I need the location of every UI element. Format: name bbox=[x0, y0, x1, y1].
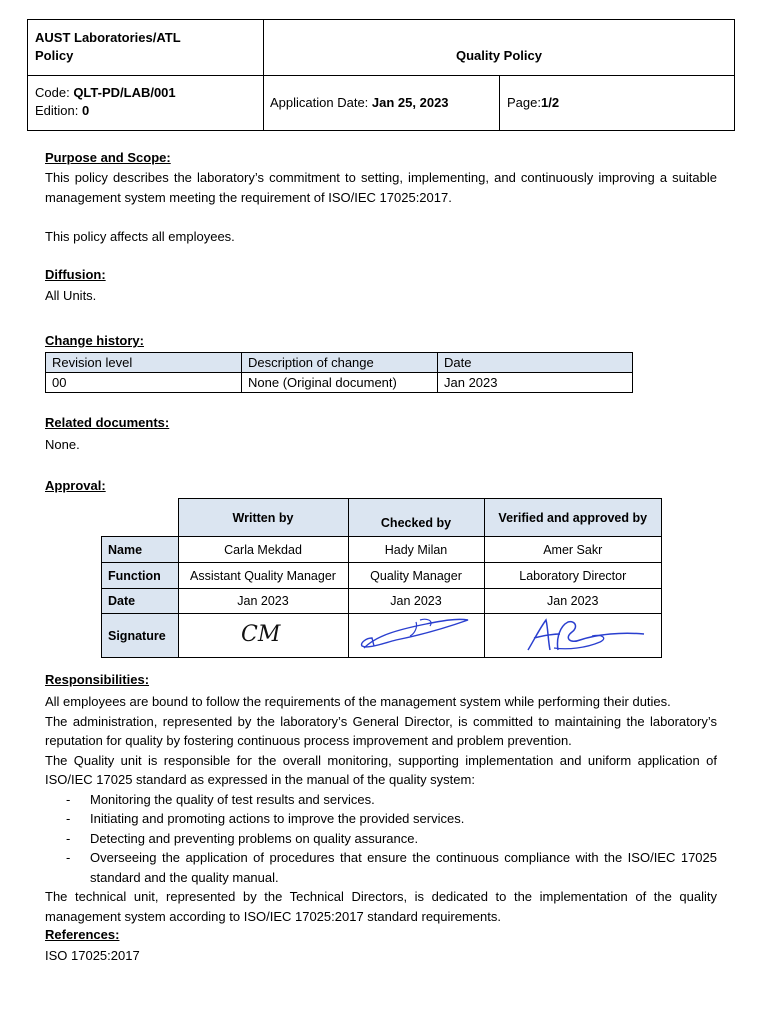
table-row bbox=[102, 537, 662, 563]
row-header: Date bbox=[102, 589, 179, 614]
section-title-related-documents: Related documents: bbox=[45, 415, 170, 430]
list-item bbox=[45, 829, 717, 849]
section-title-diffusion: Diffusion: bbox=[45, 267, 106, 282]
bullet-dash: - bbox=[66, 830, 71, 846]
column-header: Revision level bbox=[46, 353, 242, 373]
application-date-value: Jan 25, 2023 bbox=[371, 95, 449, 110]
responsibilities-paragraph: The technical unit, represented by the Technical Directors, is dedicated to the implementation of the quality management system according to ISO/IEC 17025:2017 standard requirements. bbox=[45, 889, 717, 924]
code-label: Code: bbox=[35, 85, 74, 100]
table-cell: Assistant Quality Manager bbox=[178, 563, 348, 589]
list-item-text: Overseeing the application of procedures that ensure the continuous compliance with the ISO/IEC 17025 standard and the quality manual. bbox=[90, 850, 717, 885]
section-title-change-history: Change history: bbox=[45, 333, 144, 348]
signature-cell bbox=[484, 614, 662, 658]
document-title: Quality Policy bbox=[456, 48, 542, 63]
approval-table bbox=[101, 498, 662, 658]
table-cell: Carla Mekdad bbox=[178, 537, 348, 563]
list-item bbox=[45, 848, 717, 887]
row-header: Name bbox=[102, 537, 179, 563]
organization-name bbox=[35, 29, 181, 65]
signature-cell bbox=[348, 614, 484, 658]
application-date bbox=[270, 94, 449, 112]
table-cell: Jan 2023 bbox=[484, 589, 662, 614]
table-cell: Laboratory Director bbox=[484, 563, 662, 589]
signature-image bbox=[498, 614, 648, 654]
table-cell: Jan 2023 bbox=[178, 589, 348, 614]
column-header: Checked by bbox=[348, 499, 484, 537]
table-cell: None (Original document) bbox=[242, 373, 438, 393]
responsibilities-paragraph: All employees are bound to follow the requirements of the management system while performing their duties. bbox=[45, 694, 671, 709]
bullet-dash: - bbox=[66, 811, 71, 826]
table-cell: Hady Milan bbox=[348, 537, 484, 563]
signature-image bbox=[233, 619, 293, 649]
table-header-row bbox=[102, 499, 662, 537]
empty-corner-cell bbox=[102, 499, 179, 537]
table-row bbox=[102, 614, 662, 658]
table-header-row bbox=[46, 353, 633, 373]
edition-label: Edition: bbox=[35, 103, 82, 118]
diffusion-text: All Units. bbox=[45, 288, 97, 303]
code-value: QLT-PD/LAB/001 bbox=[73, 85, 176, 100]
responsibilities-paragraph: The administration, represented by the laboratory’s General Director, is committed to maintaining the laboratory’s reputation for quality by fostering continuous process improvement and problem prevention. bbox=[45, 713, 717, 748]
responsibilities-body bbox=[45, 692, 717, 966]
list-item bbox=[45, 809, 717, 829]
references-text: ISO 17025:2017 bbox=[45, 948, 140, 963]
organization-line: Policy bbox=[35, 48, 74, 63]
header-divider bbox=[28, 75, 734, 76]
bullet-dash: - bbox=[66, 791, 71, 807]
change-history-table bbox=[45, 352, 633, 393]
organization-line: AUST Laboratories/ATL bbox=[35, 30, 181, 45]
row-header: Signature bbox=[102, 614, 179, 658]
list-item-text: Initiating and promoting actions to improve the provided services. bbox=[90, 811, 465, 826]
bullet-dash: - bbox=[66, 850, 71, 865]
responsibilities-list bbox=[45, 790, 717, 888]
column-header: Description of change bbox=[242, 353, 438, 373]
related-documents-text: None. bbox=[45, 437, 80, 452]
table-cell: Jan 2023 bbox=[438, 373, 633, 393]
table-row bbox=[102, 589, 662, 614]
section-title-purpose: Purpose and Scope: bbox=[45, 150, 171, 165]
table-row bbox=[102, 563, 662, 589]
header-divider bbox=[499, 76, 500, 130]
table-cell: Quality Manager bbox=[348, 563, 484, 589]
table-cell: 00 bbox=[46, 373, 242, 393]
signature-image bbox=[356, 616, 476, 652]
signature-glyph: CM bbox=[241, 622, 281, 647]
list-item-text: Monitoring the quality of test results and services. bbox=[90, 791, 375, 807]
list-item bbox=[45, 790, 717, 810]
signature-cell bbox=[178, 614, 348, 658]
page-number bbox=[507, 94, 559, 112]
page-value: 1/2 bbox=[540, 95, 560, 110]
section-title-references: References: bbox=[45, 927, 120, 942]
column-header: Date bbox=[438, 353, 633, 373]
document-code bbox=[35, 84, 176, 120]
document-header bbox=[27, 19, 735, 131]
column-header: Written by bbox=[178, 499, 348, 537]
table-cell: Amer Sakr bbox=[484, 537, 662, 563]
responsibilities-paragraph: The Quality unit is responsible for the overall monitoring, supporting implementation and uniform application of ISO/IEC 17025 standard as expressed in the manual of the quality system: bbox=[45, 752, 717, 787]
purpose-paragraph: This policy describes the laboratory’s commitment to setting, implementing, and continuously improving a suitable management system meeting the requirement of ISO/IEC 17025:2017. bbox=[45, 170, 717, 205]
section-title-approval: Approval: bbox=[45, 478, 106, 493]
list-item-text: Detecting and preventing problems on quality assurance. bbox=[90, 830, 419, 846]
edition-value: 0 bbox=[81, 103, 90, 118]
page-label: Page: bbox=[507, 95, 541, 110]
column-header: Verified and approved by bbox=[484, 499, 662, 537]
row-header: Function bbox=[102, 563, 179, 589]
application-date-label: Application Date: bbox=[270, 95, 372, 110]
purpose-paragraph: This policy affects all employees. bbox=[45, 229, 235, 244]
section-title-responsibilities: Responsibilities: bbox=[45, 672, 150, 687]
table-row bbox=[46, 373, 633, 393]
table-cell: Jan 2023 bbox=[348, 589, 484, 614]
